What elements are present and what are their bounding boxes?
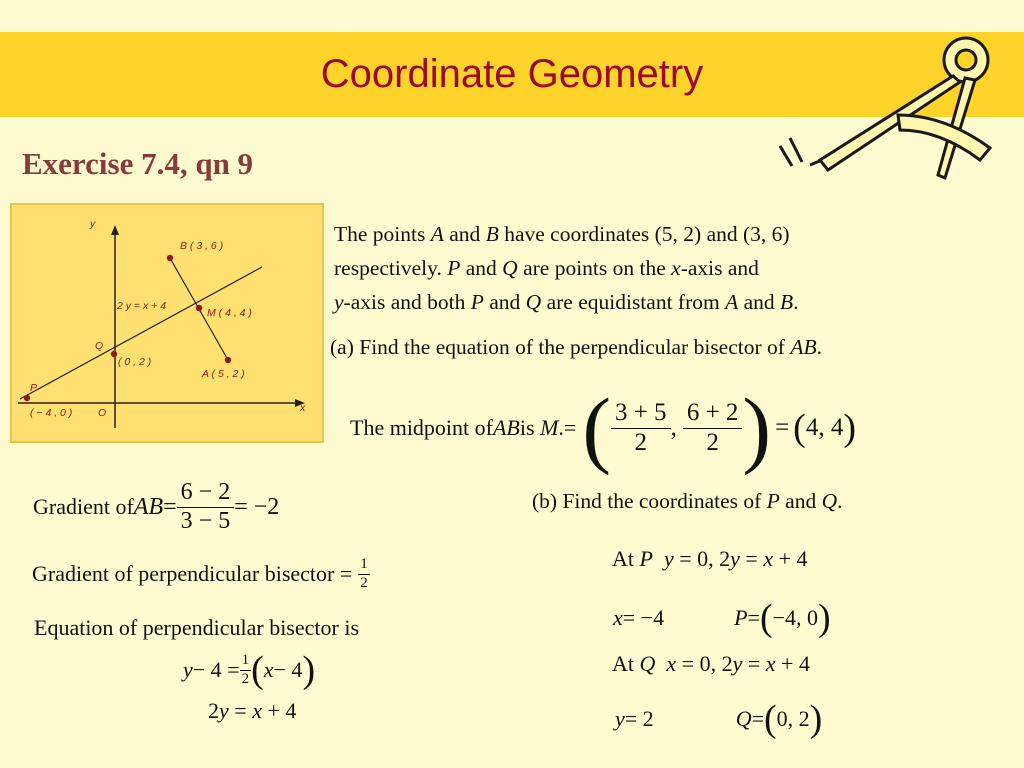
- label-q: Q: [95, 340, 104, 352]
- point-b: [167, 255, 173, 261]
- label-m: M ( 4 , 4 ): [207, 307, 252, 319]
- label-p-coord: ( − 4 , 0 ): [30, 407, 73, 419]
- exercise-heading: Exercise 7.4, qn 9: [22, 146, 254, 181]
- equation-line-1: y − 4 = $\frac{1}{2}$ ( x − 4 ): [183, 649, 316, 691]
- equation-label: Equation of perpendicular bisector is: [34, 615, 360, 640]
- equation-line-2: 2y = x + 4: [208, 698, 297, 723]
- origin-label: O: [98, 407, 107, 419]
- label-p: P: [30, 382, 38, 394]
- problem-line-1: The points A and B have coordinates (5, 2) and (3, 6): [334, 222, 790, 246]
- problem-line-3: y-axis and both P and Q are equidistant from A and B.: [334, 290, 799, 314]
- compass-icon: [770, 20, 1010, 190]
- solution-at-p: At P y = 0, 2y = x + 4: [612, 546, 808, 571]
- page-title: Coordinate Geometry: [320, 52, 704, 96]
- part-a-question: (a) Find the equation of the perpendicular bisector of AB.: [330, 335, 822, 359]
- y-axis-label: y: [90, 218, 96, 230]
- x-axis-label: x: [300, 402, 306, 414]
- point-a: [225, 357, 231, 363]
- point-m: [196, 305, 202, 311]
- label-q-coord: ( 0 , 2 ): [118, 356, 152, 368]
- problem-statement: [334, 217, 799, 319]
- point-q: [111, 351, 117, 357]
- gradient-perpendicular: Gradient of perpendicular bisector = $\frac{1}{2}$: [32, 556, 368, 591]
- midpoint-calculation: The midpoint of AB is M .= ( $\frac{3 + 5}{2}$ , $\frac{6 + 2}{2}$ ) = ( 4, 4 ): [350, 380, 856, 476]
- point-p: [24, 395, 30, 401]
- coordinate-graph: [10, 203, 324, 443]
- label-a: A ( 5 , 2 ): [202, 368, 245, 380]
- line-equation-label: 2 y = x + 4: [117, 300, 167, 312]
- solution-q-result: y = 2 Q = ( 0, 2 ): [615, 698, 823, 740]
- gradient-ab: Gradient of AB = $\frac{6 - 2}{3 - 5}$ = −2: [33, 478, 280, 534]
- problem-line-2: respectively. P and Q are points on the x-axis and: [334, 256, 759, 280]
- solution-at-q: At Q x = 0, 2y = x + 4: [612, 651, 810, 676]
- solution-p-result: x = −4 P = ( −4, 0 ): [613, 597, 831, 639]
- part-b-question: (b) Find the coordinates of P and Q.: [532, 489, 843, 513]
- label-b: B ( 3 , 6 ): [180, 240, 224, 252]
